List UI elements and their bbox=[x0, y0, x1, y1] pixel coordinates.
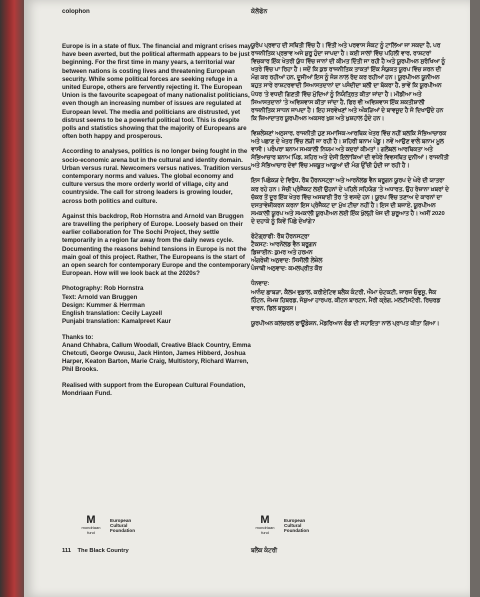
book-spine-edge bbox=[0, 0, 26, 597]
thanks-title: Thanks to: bbox=[62, 333, 94, 341]
punjabi-column bbox=[251, 42, 449, 335]
credit-line: ਟੈਕਸਟ: ਆਰਨੋਲਡ ਵੈਨ ਬਰੂਗਨ bbox=[251, 242, 317, 249]
punjabi-thanks bbox=[251, 280, 449, 312]
colophon-page bbox=[24, 0, 470, 597]
credit-line: Text: Arnold van Bruggen bbox=[62, 293, 138, 301]
punjabi-support: ਯੂਰਪੀਅਨ ਕਲਚਰਲ ਫਾਊਂਡੇਸ਼ਨ, ਮੋਂਡਰਿਆਨ ਫੰਡ ਦੀ ਸਹਾਇਤਾ ਨਾਲ ਪ੍ਰਾਪਤ ਕੀਤਾ ਗਿਆ। bbox=[251, 320, 440, 327]
punjabi-paragraph-1: ਯੂਰੋਪ ਪ੍ਰਵਾਹ ਦੀ ਸਥਿਤੀ ਵਿੱਚ ਹੈ। ਵਿੱਤੀ ਅਤੇ ਪਰਵਾਸ ਸੰਕਟ ਨੂੰ ਟਾਲਿਆ ਜਾ ਸਕਦਾ ਹੈ, ਪਰ ਰਾਜਨੀਤਿਕ ਪ੍ਰਭਾਵ ਅਜੇ ਸ਼ੁਰੂ ਹੁੰਦਾ ਜਾਪਦਾ ਹੈ। ਕਈ ਸਾਲਾਂ ਵਿੱਚ ਪਹਿਲੀ ਵਾਰ, ਰਾਸ਼ਟਰਾਂ ਵਿਚਕਾਰ ਇੱਕ ਖੇਤਰੀ ਯੁੱਧ ਵਿੱਚ ਜਾਨਾਂ ਦੀ ਕੀਮਤ ਦਿੱਤੀ ਜਾ ਰਹੀ ਹੈ ਅਤੇ ਯੂਰਪੀਅਨ ਸੁਰੱਖਿਆ ਨੂੰ ਖਤਰੇ ਵਿੱਚ ਪਾ ਰਿਹਾ ਹੈ। ਜਦੋਂ ਕਿ ਕੁਝ ਰਾਜਨੀਤਿਕ ਤਾਕਤਾਂ ਇੱਕ ਸੰਯੁਕਤ ਯੂਰਪ ਵਿੱਚ ਸ਼ਰਨ ਦੀ ਮੰਗ ਕਰ ਰਹੀਆਂ ਹਨ, ਦੂਜੀਆਂ ਇਸ ਨੂੰ ਜੋਸ਼ ਨਾਲ ਰੱਦ ਕਰ ਰਹੀਆਂ ਹਨ। ਯੂਰਪੀਅਨ ਯੂਨੀਅਨ ਬਹੁਤ ਸਾਰੇ ਰਾਸ਼ਟਰਵਾਦੀ ਸਿਆਸਤਦਾਨਾਂ ਦਾ ਪਸੰਦੀਦਾ ਬਲੀ ਦਾ ਬੱਕਰਾ ਹੈ, ਭਾਵੇਂ ਕਿ ਯੂਰਪੀਅਨ ਪੱਧਰ 'ਤੇ ਵਧਦੀ ਗਿਣਤੀ ਵਿੱਚ ਮੁੱਦਿਆਂ ਨੂੰ ਨਿਯੰਤ੍ਰਿਤ ਕੀਤਾ ਜਾਂਦਾ ਹੈ। ਮੀਡੀਆ ਅਤੇ ਸਿਆਸਤਦਾਨਾਂ 'ਤੇ ਅਵਿਸ਼ਵਾਸ ਕੀਤਾ ਜਾਂਦਾ ਹੈ, ਫਿਰ ਵੀ ਅਵਿਸ਼ਵਾਸ ਇੱਕ ਸ਼ਕਤੀਸ਼ਾਲੀ ਰਾਜਨੀਤਿਕ ਸਾਧਨ ਜਾਪਦਾ ਹੈ। ਇਹ ਸਰਵੇਖਣਾਂ ਅਤੇ ਅੰਕੜਿਆਂ ਦੇ ਬਾਵਜੂਦ ਹੈ ਜੋ ਦਿਖਾਉਂਦੇ ਹਨ ਕਿ ਜ਼ਿਆਦਾਤਰ ਯੂਰਪੀਅਨ ਅਕਸਰ ਖੁਸ਼ ਅਤੇ ਖੁਸ਼ਹਾਲ ਹੁੰਦੇ ਹਨ। bbox=[251, 43, 446, 122]
english-paragraph-3: Against this backdrop, Rob Hornstra and Arnold van Bruggen are travelling the periphery of Europe. Loosely based on their earlier collaboration for The Sochi Project, they settle temporarily in a region far away from the daily news cycle. Documenting the reasons behind tensions in Europe is not the main goal of this project. Rather, The Europeans is the start of an open search for contemporary Europe and the contemporary European. How will we look back at the 2020s? bbox=[62, 212, 251, 278]
footer-punjabi bbox=[251, 548, 277, 555]
mondriaan-fund-text: mondriaan fund bbox=[81, 525, 101, 535]
mondriaan-fund-text: mondriaan fund bbox=[255, 525, 275, 535]
credit-line: ਡਿਜ਼ਾਈਨ: ਕੁਮਰ ਅਤੇ ਹਰਮਨ bbox=[251, 250, 313, 257]
credit-line: ਅੰਗਰੇਜ਼ੀ ਅਨੁਵਾਦ: ਸਿਸੀਲੀ ਲੇਜ਼ੇਲ bbox=[251, 258, 323, 265]
thanks-title: ਧੰਨਵਾਦ: bbox=[251, 281, 270, 288]
credit-line: Photography: Rob Hornstra bbox=[62, 285, 144, 293]
credit-line: ਪੰਜਾਬੀ ਅਨੁਵਾਦ: ਕਮਲਪ੍ਰੀਤ ਕੌਰ bbox=[251, 266, 323, 273]
punjabi-paragraph-3: ਇਸ ਪਿਛੋਕੜ ਦੇ ਵਿਰੁੱਧ, ਰੌਬ ਹੌਰਨਸਟ੍ਰਾ ਅਤੇ ਆਰਨੋਲਡ ਵੈਨ ਬਰੂਗਨ ਯੂਰਪ ਦੇ ਘੇਰੇ ਦੀ ਯਾਤਰਾ ਕਰ ਰਹੇ ਹਨ। ਸੋਚੀ ਪ੍ਰੋਜੈਕਟ ਲਈ ਉਹਨਾਂ ਦੇ ਪਹਿਲੇ ਸਹਿਯੋਗ 'ਤੇ ਅਧਾਰਤ, ਉਹ ਰੋਜ਼ਾਨਾ ਖ਼ਬਰਾਂ ਦੇ ਚੱਕਰ ਤੋਂ ਦੂਰ ਇੱਕ ਖੇਤਰ ਵਿੱਚ ਅਸਥਾਈ ਤੌਰ 'ਤੇ ਵਸਦੇ ਹਨ। ਯੂਰਪ ਵਿੱਚ ਤਣਾਅ ਦੇ ਕਾਰਨਾਂ ਦਾ ਦਸਤਾਵੇਜ਼ੀਕਰਨ ਕਰਨਾ ਇਸ ਪ੍ਰੋਜੈਕਟ ਦਾ ਮੁੱਖ ਟੀਚਾ ਨਹੀਂ ਹੈ। ਇਸ ਦੀ ਬਜਾਏ, ਯੂਰਪੀਅਨ ਸਮਕਾਲੀ ਯੂਰਪ ਅਤੇ ਸਮਕਾਲੀ ਯੂਰਪੀਅਨ ਲਈ ਇੱਕ ਖੁੱਲ੍ਹੀ ਖੋਜ ਦੀ ਸ਼ੁਰੂਆਤ ਹੈ। ਅਸੀਂ 2020 ਦੇ ਦਹਾਕੇ ਨੂੰ ਕਿਵੇਂ ਪਿੱਛੇ ਦੇਖਾਂਗੇ? bbox=[251, 178, 449, 225]
footer-english bbox=[62, 548, 129, 554]
english-paragraph-2: According to analyses, politics is no longer being fought in the socio-economic arena but in the cultural and identity domain. Urban versus rural. Newcomers versus natives. Tradition versus contemporary norms and values. The global economy and culture versus the more orderly world of village, city and countryside. The call for strong leaders is growing louder, across both politics and culture. bbox=[62, 148, 252, 205]
english-paragraph-1: Europe is in a state of flux. The financial and migrant crises may have been averted, but the political aftermath appears to be just beginning. For the first time in many years, a territorial war between nations is costing lives and threatening European security. While some political forces are seeking refuge in a united Europe, others are fervently rejecting it. The European Union is the favourite scapegoat of many nationalist politicians, even though an increasing number of issues are regulated at European level. The media and politicians are distrusted, yet distrust seems to be a powerful political tool. This is despite polls and statistics showing that the majority of Europeans are often both happy and prosperous. bbox=[62, 43, 252, 141]
header-english: colophon bbox=[62, 8, 90, 15]
credit-line: Design: Kummer & Herrman bbox=[62, 301, 145, 309]
ecf-logo-text: European Cultural Foundation bbox=[110, 517, 136, 533]
logos-english bbox=[78, 515, 144, 535]
header-punjabi: ਕੋਲੋਫੋਨ bbox=[251, 8, 268, 15]
credit-line: ਫੋਟੋਗ੍ਰਾਫੀ: ਰੌਬ ਹੌਰਨਸਟ੍ਰਾ bbox=[251, 233, 310, 240]
footer-title-english: The Black Country bbox=[77, 548, 129, 554]
mondriaan-m-mark: M bbox=[86, 514, 96, 526]
english-column bbox=[62, 43, 252, 405]
punjabi-credits bbox=[251, 233, 449, 273]
ecf-logo-text: European Cultural Foundation bbox=[284, 517, 310, 533]
mondriaan-fund-logo bbox=[78, 515, 104, 535]
thanks-list: ਆਨੰਦ ਛਾਬੜਾ, ਕੈਲਮ ਵੁਡਾਲ, ਕਰੀਏਟਿਵ ਬਲੈਕ ਕੰਟਰੀ, ਐਮਾ ਚੇਟਕਟੀ, ਜਾਰਜ ਓਵੁਸੂ, ਜੈਕ ਹਿੰਟਨ, ਜੇਮਜ਼ ਹਿਬਰਡ, ਜੋਸ਼ੁਆ ਹਾਰਪਰ, ਕੀਟਨ ਬਾਰਟਨ, ਮੈਰੀ ਕ੍ਰੇਗ, ਮਲਟੀਸਟੋਰੀ, ਰਿਚਰਡ ਵਾਰਨ, ਫਿਲ ਬਰੂਕਸ। bbox=[251, 289, 441, 312]
credit-line: Punjabi translation: Kamalpreet Kaur bbox=[62, 318, 171, 326]
page-number: 111 bbox=[62, 548, 72, 554]
footer-title-punjabi: ਬਲੈਕ ਕੰਟਰੀ bbox=[251, 548, 278, 554]
english-support: Realised with support from the European Cultural Foundation, Mondriaan Fund. bbox=[62, 381, 246, 397]
punjabi-paragraph-2: ਵਿਸ਼ਲੇਸ਼ਣਾਂ ਅਨੁਸਾਰ, ਰਾਜਨੀਤੀ ਹੁਣ ਸਮਾਜਿਕ-ਆਰਥਿਕ ਖੇਤਰ ਵਿੱਚ ਨਹੀਂ ਬਲਕਿ ਸੱਭਿਆਚਾਰਕ ਅਤੇ ਪਛਾਣ ਦੇ ਖੇਤਰ ਵਿੱਚ ਲੜੀ ਜਾ ਰਹੀ ਹੈ। ਸ਼ਹਿਰੀ ਬਨਾਮ ਪੇਂਡੂ। ਨਵੇਂ ਆਉਣ ਵਾਲੇ ਬਨਾਮ ਮੂਲ ਵਾਸੀ। ਪਰੰਪਰਾ ਬਨਾਮ ਸਮਕਾਲੀ ਨਿਯਮ ਅਤੇ ਕਦਰਾਂ ਕੀਮਤਾਂ। ਗਲੋਬਲ ਆਰਥਿਕਤਾ ਅਤੇ ਸੱਭਿਆਚਾਰ ਬਨਾਮ ਪਿੰਡ, ਸ਼ਹਿਰ ਅਤੇ ਦੇਸੀ ਇਲਾਕਿਆਂ ਦੀ ਵਧੇਰੇ ਵਿਵਸਥਿਤ ਦੁਨੀਆਂ। ਰਾਜਨੀਤੀ ਅਤੇ ਸੱਭਿਆਚਾਰ ਦੋਵਾਂ ਵਿੱਚ ਮਜ਼ਬੂਤ ਆਗੂਆਂ ਦੀ ਮੰਗ ਉੱਚੀ ਹੁੰਦੀ ਜਾ ਰਹੀ ਹੈ। bbox=[251, 130, 449, 170]
credit-line: English translation: Cecily Layzell bbox=[62, 310, 163, 318]
english-credits bbox=[62, 285, 252, 326]
mondriaan-fund-logo bbox=[252, 515, 278, 535]
mondriaan-m-mark: M bbox=[260, 514, 270, 526]
english-thanks bbox=[62, 334, 252, 375]
thanks-list: Anand Chhabra, Callum Woodall, Creative Black Country, Emma Chetcuti, George Owusu, Jack Hinton, James Hibberd, Joshua Harper, Keaton Barton, Marie Craig, Multistory, Richard Warren, Phil Brooks. bbox=[62, 341, 251, 374]
logos-punjabi bbox=[252, 515, 318, 535]
